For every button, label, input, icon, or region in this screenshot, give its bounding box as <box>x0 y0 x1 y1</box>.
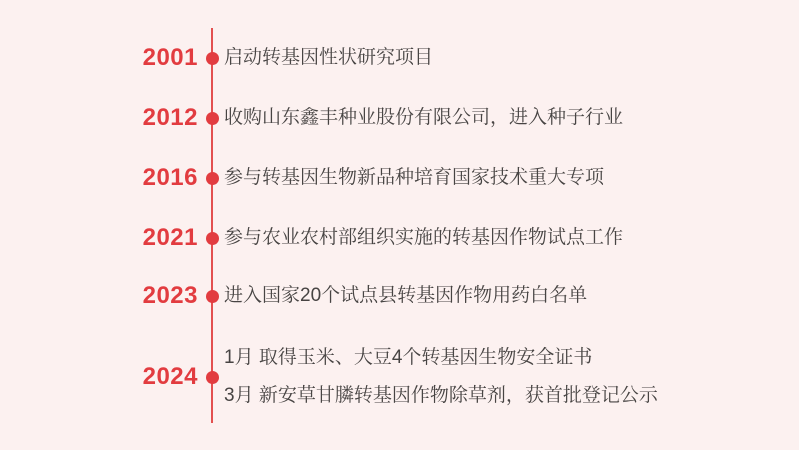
timeline-event-text: 启动转基因性状研究项目 <box>224 47 434 68</box>
timeline-dot-icon <box>206 112 219 125</box>
timeline-dot-icon <box>206 371 219 384</box>
timeline-item <box>0 219 799 257</box>
timeline-year-label: 2024 <box>142 363 198 390</box>
timeline-events <box>224 39 799 77</box>
timeline-item <box>0 277 799 315</box>
timeline-events <box>224 99 799 137</box>
timeline-event-text: 参与转基因生物新品种培育国家技术重大专项 <box>224 167 605 188</box>
timeline-events <box>224 277 799 315</box>
timeline-events <box>224 219 799 257</box>
timeline-event-text: 1月 取得玉米、大豆4个转基因生物安全证书 <box>224 347 593 368</box>
timeline-event-text: 收购山东鑫丰种业股份有限公司，进入种子行业 <box>224 107 624 128</box>
timeline-year-label: 2023 <box>142 282 198 309</box>
timeline-event-text: 3月 新安草甘膦转基因作物除草剂，获首批登记公示 <box>224 385 658 406</box>
timeline-item <box>0 339 799 415</box>
timeline-year-label: 2012 <box>142 104 198 131</box>
timeline-events <box>224 339 799 415</box>
timeline-dot-icon <box>206 290 219 303</box>
timeline-item <box>0 99 799 137</box>
timeline-year-label: 2016 <box>142 164 198 191</box>
timeline-dot-icon <box>206 232 219 245</box>
timeline-dot-icon <box>206 52 219 65</box>
timeline-item <box>0 39 799 77</box>
timeline-event-text: 进入国家20个试点县转基因作物用药白名单 <box>224 285 588 306</box>
timeline-dot-icon <box>206 172 219 185</box>
timeline-item <box>0 159 799 197</box>
timeline-events <box>224 159 799 197</box>
timeline-year-label: 2021 <box>142 224 198 251</box>
timeline-year-label: 2001 <box>142 44 198 71</box>
timeline-event-text: 参与农业农村部组织实施的转基因作物试点工作 <box>224 227 624 248</box>
